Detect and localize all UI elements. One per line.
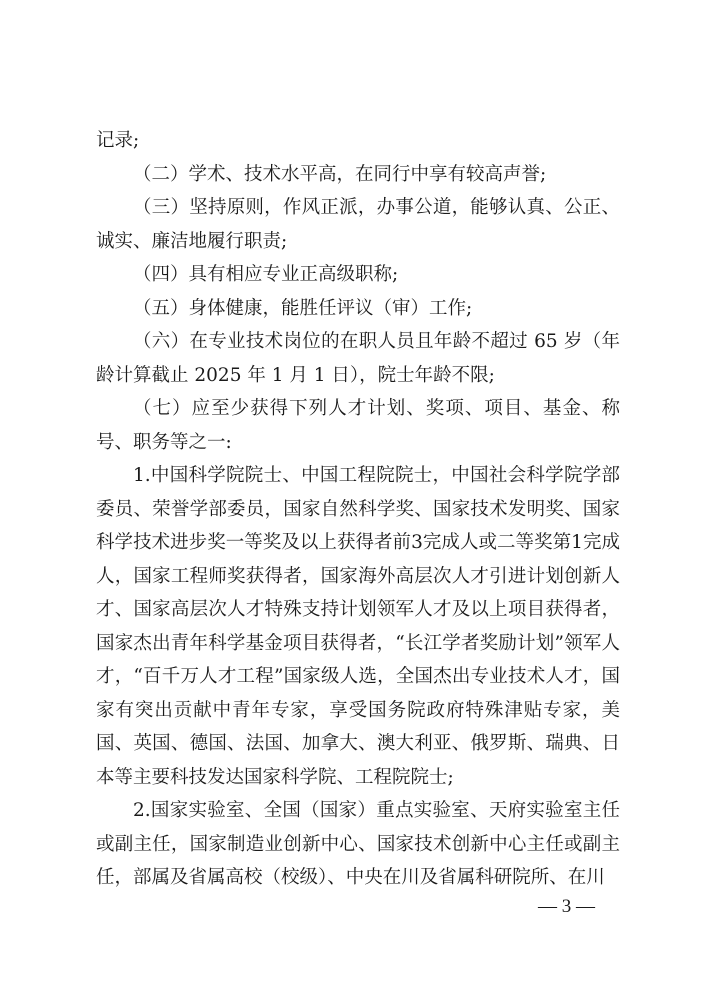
paragraph-item-7: （七）应至少获得下列人才计划、奖项、项目、基金、称号、职务等之一:	[96, 398, 620, 453]
paragraph-item-3: （三）坚持原则，作风正派，办事公道，能够认真、公正、诚实、廉洁地履行职责;	[96, 197, 620, 252]
paragraph-subitem-1: 1.中国科学院院士、中国工程院院士，中国社会科学院学部委员、荣誉学部委员，国家自然科学奖、国家技术发明奖、国家科学技术进步奖一等奖及以上获得者前3完成人或二等奖第1完成人，国家工程师奖获得者，国家海外高层次人才引进计划创新人才、国家高层次人才特殊支持计划领军人才及以上项目获得者，国家杰出青年科学基金项目获得者，“长江学者奖励计划”领军人才，“百千万人才工程”国家级人选，全国杰出专业技术人才，国家有突出贡献中青年专家，享受国务院政府特殊津贴专家，美国、英国、德国、法国、加拿大、澳大利亚、俄罗斯、瑞典、日本等主要科技发达国家科学院、工程院院士;	[96, 465, 620, 788]
page-number: — 3 —	[538, 896, 595, 917]
paragraph-item-4: （四）具有相应专业正高级职称;	[133, 264, 399, 285]
document-body	[96, 124, 620, 895]
paragraph-item-2: （二）学术、技术水平高，在同行中享有较高声誉;	[133, 163, 547, 185]
paragraph-item-6: （六）在专业技术岗位的在职人员且年龄不超过 65 岁（年龄计算截止 2025 年 1 月 1 日），院士年龄不限;	[96, 331, 620, 386]
paragraph-continuation: 记录;	[96, 130, 140, 151]
paragraph-subitem-2: 2.国家实验室、全国（国家）重点实验室、天府实验室主任或副主任，国家制造业创新中心、国家技术创新中心主任或副主任，部属及省属高校（校级）、中央在川及省属科研院所、在川	[96, 800, 620, 888]
paragraph-item-5: （五）身体健康，能胜任评议（审）工作;	[133, 297, 473, 319]
